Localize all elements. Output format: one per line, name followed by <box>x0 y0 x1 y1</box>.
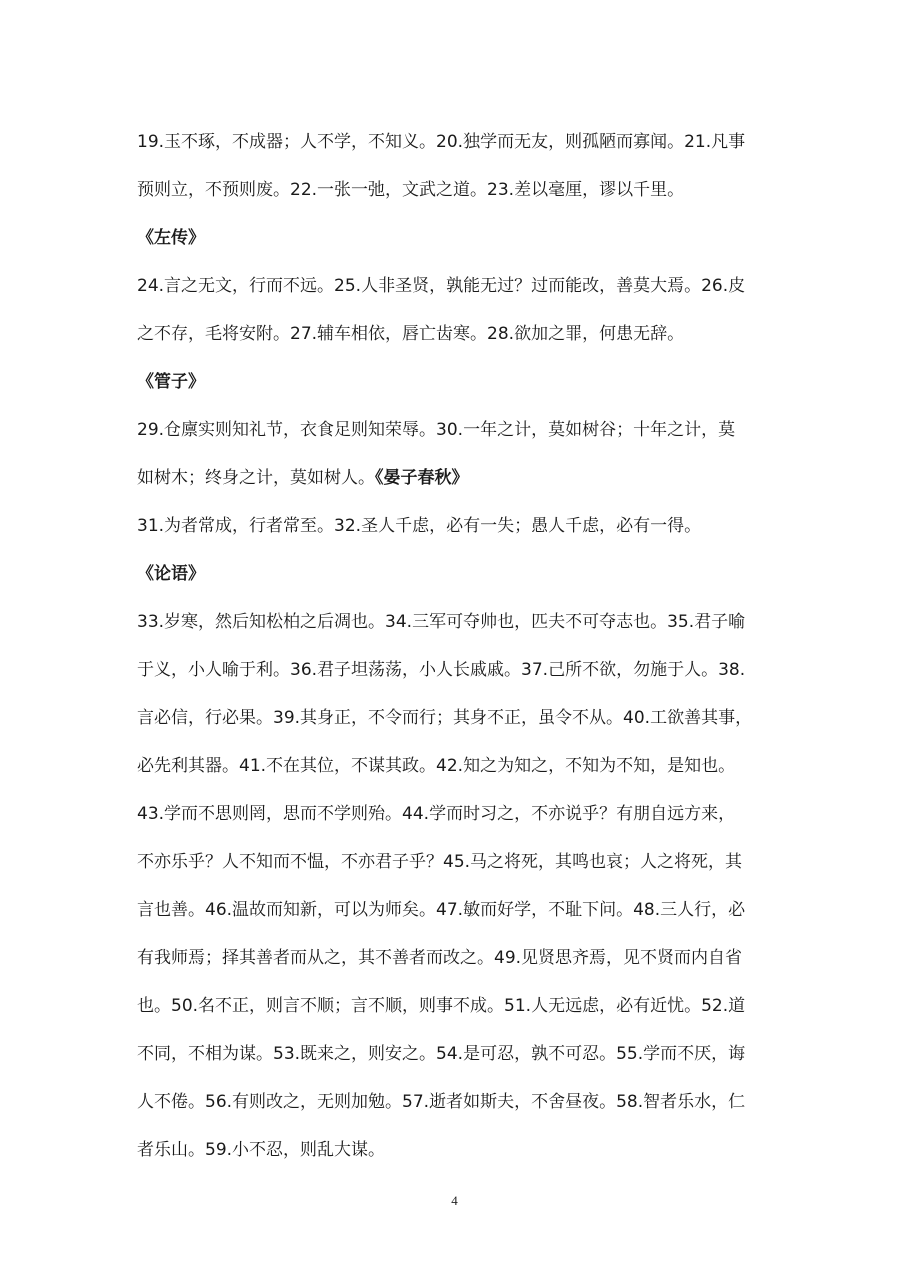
text-line: 不亦乐乎？人不知而不愠，不亦君子乎？45.马之将死，其鸣也哀；人之将死，其 <box>137 852 743 872</box>
text-line: 31.为者常成，行者常至。32.圣人千虑，必有一失；愚人千虑，必有一得。 <box>137 516 702 536</box>
page-content <box>137 118 777 1174</box>
text-line: 人不倦。56.有则改之，无则加勉。57.逝者如斯夫，不舍昼夜。58.智者乐水，仁 <box>137 1092 746 1112</box>
text-line: 言必信，行必果。39.其身正，不令而行；其身不正，虽令不从。40.工欲善其事， <box>137 708 753 728</box>
text-line: 33.岁寒，然后知松柏之后凋也。34.三军可夺帅也，匹夫不可夺志也。35.君子喻 <box>137 612 746 632</box>
text-line: 于义，小人喻于利。36.君子坦荡荡，小人长戚戚。37.己所不欲，勿施于人。38. <box>137 660 746 680</box>
text-line: 有我师焉；择其善者而从之，其不善者而改之。49.见贤思齐焉，见不贤而内自省 <box>137 948 743 968</box>
text-line: 者乐山。59.小不忍，则乱大谋。 <box>137 1140 386 1160</box>
section-heading-lunyu: 《论语》 <box>137 564 205 584</box>
section-heading-yanzichunqiu: 《晏子春秋》 <box>375 468 469 488</box>
text-line: 也。50.名不正，则言不顺；言不顺，则事不成。51.人无远虑，必有近忧。52.道 <box>137 996 746 1016</box>
text-line: 之不存，毛将安附。27.辅车相依，唇亡齿寒。28.欲加之罪，何患无辞。 <box>137 324 685 344</box>
page-number: 4 <box>451 1193 458 1208</box>
text-line-part: 如树木；终身之计，莫如树人。 <box>137 468 375 488</box>
text-line: 19.玉不琢，不成器；人不学，不知义。20.独学而无友，则孤陋而寡闻。21.凡事 <box>137 132 746 152</box>
text-line: 43.学而不思则罔，思而不学则殆。44.学而时习之，不亦说乎？有朋自远方来， <box>137 804 736 824</box>
text-line: 不同，不相为谋。53.既来之，则安之。54.是可忍，孰不可忍。55.学而不厌，诲 <box>137 1044 746 1064</box>
text-line: 言也善。46.温故而知新，可以为师矣。47.敏而好学，不耻下问。48.三人行，必 <box>137 900 746 920</box>
text-line: 预则立，不预则废。22.一张一弛，文武之道。23.差以毫厘，谬以千里。 <box>137 180 685 200</box>
text-line: 必先利其器。41.不在其位，不谋其政。42.知之为知之，不知为不知，是知也。 <box>137 756 736 776</box>
section-heading-zuozhuan: 《左传》 <box>137 228 205 248</box>
text-line: 29.仓廪实则知礼节，衣食足则知荣辱。30.一年之计，莫如树谷；十年之计，莫 <box>137 420 736 440</box>
text-line-with-heading <box>137 454 777 502</box>
text-line: 24.言之无文，行而不远。25.人非圣贤，孰能无过？过而能改，善莫大焉。26.皮 <box>137 276 746 296</box>
section-heading-guanzi: 《管子》 <box>137 372 205 392</box>
